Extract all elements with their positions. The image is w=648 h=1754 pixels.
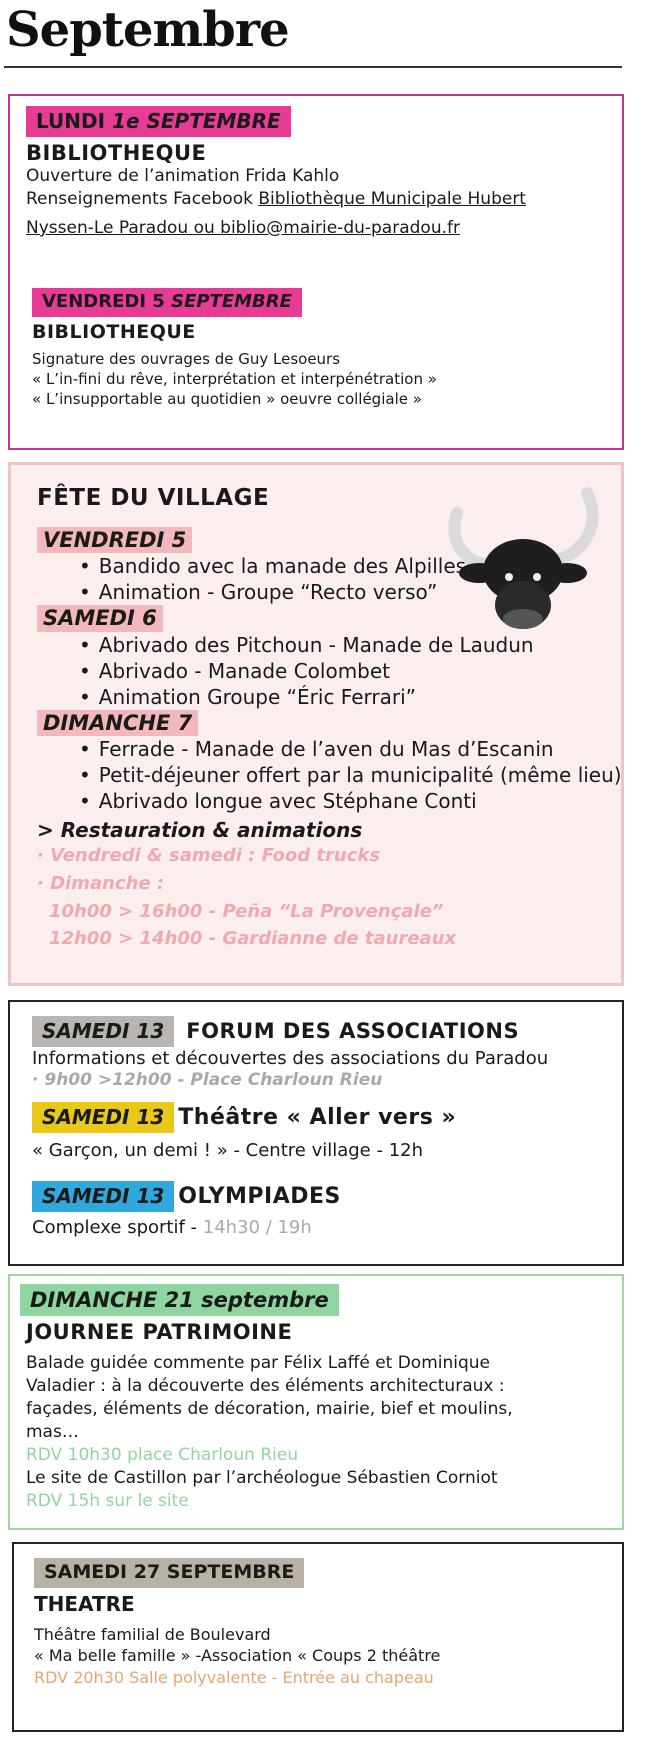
forum-desc: Informations et découvertes des associations du Paradou: [32, 1048, 549, 1069]
fete-item: • Abrivado des Pitchoun - Manade de Laudun: [37, 632, 611, 658]
forum-title: FORUM DES ASSOCIATIONS: [186, 1019, 520, 1043]
bibliotheque-box: [8, 94, 624, 450]
food-line: · Dimanche :: [37, 872, 165, 894]
fete-day-label: VENDREDI 5: [37, 527, 192, 553]
fete-day-block: [37, 527, 611, 605]
theatre-rdv: RDV 20h30 Salle polyvalente - Entrée au chapeau: [34, 1668, 434, 1688]
theatre-text: Théâtre familial de Boulevard: [34, 1624, 271, 1644]
fete-day-label: DIMANCHE 7: [37, 710, 198, 736]
olympiades-time: 14h30 / 19h: [202, 1216, 312, 1238]
theatre-box: [12, 1542, 624, 1732]
title-rule: [4, 66, 622, 68]
event-text-prefix: Renseignements Facebook: [26, 188, 259, 209]
theatre-heading: THEATRE: [34, 1591, 135, 1616]
theatre-desc: « Garçon, un demi ! » - Centre village - 12h: [32, 1140, 424, 1162]
theatre-row: [32, 1102, 612, 1133]
food-line: 12h00 > 14h00 - Gardianne de taureaux: [49, 928, 457, 950]
food-line: · Vendredi & samedi : Food trucks: [37, 844, 381, 866]
event-month: SEPTEMBRE: [171, 291, 292, 312]
food-line: 10h00 > 16h00 - Peña “La Provençale”: [49, 900, 444, 922]
fete-day-block: [37, 710, 622, 814]
event-date: 1e SEPTEMBRE: [112, 109, 281, 133]
forum-date-label: SAMEDI 13: [32, 1016, 174, 1047]
journee-patrimoine-box: [8, 1274, 624, 1530]
contact-link[interactable]: Nyssen-Le Paradou ou biblio@mairie-du-paradou.fr: [26, 217, 460, 238]
facebook-link[interactable]: Bibliothèque Municipale Hubert: [258, 188, 526, 209]
patrimoine-heading: JOURNEE PATRIMOINE: [26, 1320, 293, 1345]
event-text: [26, 188, 612, 211]
forum-time: · 9h00 >12h00 - Place Charloun Rieu: [32, 1070, 383, 1091]
fete-item: • Animation Groupe “Éric Ferrari”: [37, 684, 611, 710]
olympiades-desc: [32, 1216, 612, 1239]
fete-du-village-box: [8, 462, 624, 986]
fete-item: • Abrivado longue avec Stéphane Conti: [37, 788, 611, 814]
olympiades-date-label: SAMEDI 13: [32, 1181, 174, 1212]
page-title: Septembre: [6, 2, 289, 58]
event-text: Signature des ouvrages de Guy Lesoeurs: [32, 349, 341, 368]
theatre-title: Théâtre « Aller vers »: [178, 1105, 457, 1131]
patrimoine-rdv: RDV 10h30 place Charloun Rieu: [26, 1444, 299, 1465]
fete-item: • Ferrade - Manade de l’aven du Mas d’Escanin: [37, 736, 611, 762]
event-day: VENDREDI 5: [42, 291, 165, 312]
fete-item: • Abrivado - Manade Colombet: [37, 658, 611, 684]
event-text: « L’insupportable au quotidien » oeuvre collégiale »: [32, 390, 422, 408]
fete-item: • Petit-déjeuner offert par la municipalité (même lieu): [37, 762, 611, 788]
fete-day-label: SAMEDI 6: [37, 605, 163, 631]
event-date-label: [32, 288, 302, 317]
event-text: « L’in-fini du rêve, interprétation et interpénétration »: [32, 369, 437, 388]
patrimoine-text: façades, éléments de décoration, mairie, bief et moulins,: [26, 1399, 513, 1420]
theatre-date-label: SAMEDI 13: [32, 1102, 174, 1133]
event-heading: BIBLIOTHEQUE: [32, 320, 196, 343]
patrimoine-rdv: RDV 15h sur le site: [26, 1490, 189, 1511]
restauration-heading: > Restauration & animations: [37, 817, 363, 842]
theatre-date-label: SAMEDI 27 SEPTEMBRE: [34, 1558, 304, 1588]
fete-item: • Bandido avec la manade des Alpilles: [37, 553, 611, 579]
patrimoine-date-label: DIMANCHE 21 septembre: [20, 1284, 339, 1316]
samedi-13-box: [8, 1000, 624, 1266]
patrimoine-text: Valadier : à la découverte des éléments architecturaux :: [26, 1376, 505, 1397]
olympiades-place: Complexe sportif -: [32, 1216, 203, 1238]
fete-item: • Animation - Groupe “Recto verso”: [37, 579, 611, 605]
fete-day-block: [37, 605, 611, 709]
event-day: LUNDI: [36, 109, 106, 133]
event-heading: BIBLIOTHEQUE: [26, 141, 207, 165]
olympiades-title: OLYMPIADES: [178, 1183, 341, 1209]
olympiades-row: [32, 1181, 612, 1212]
forum-row: [32, 1016, 612, 1047]
patrimoine-text: Le site de Castillon par l’archéologue Sébastien Corniot: [26, 1467, 498, 1488]
event-text: Ouverture de l’animation Frida Kahlo: [26, 166, 340, 186]
event-date-label: [26, 106, 291, 137]
theatre-text: « Ma belle famille » -Association « Coups 2 théâtre: [34, 1646, 441, 1666]
fete-heading: FÊTE DU VILLAGE: [37, 485, 270, 511]
patrimoine-text: mas…: [26, 1421, 79, 1442]
patrimoine-text: Balade guidée commente par Félix Laffé et Dominique: [26, 1353, 491, 1374]
